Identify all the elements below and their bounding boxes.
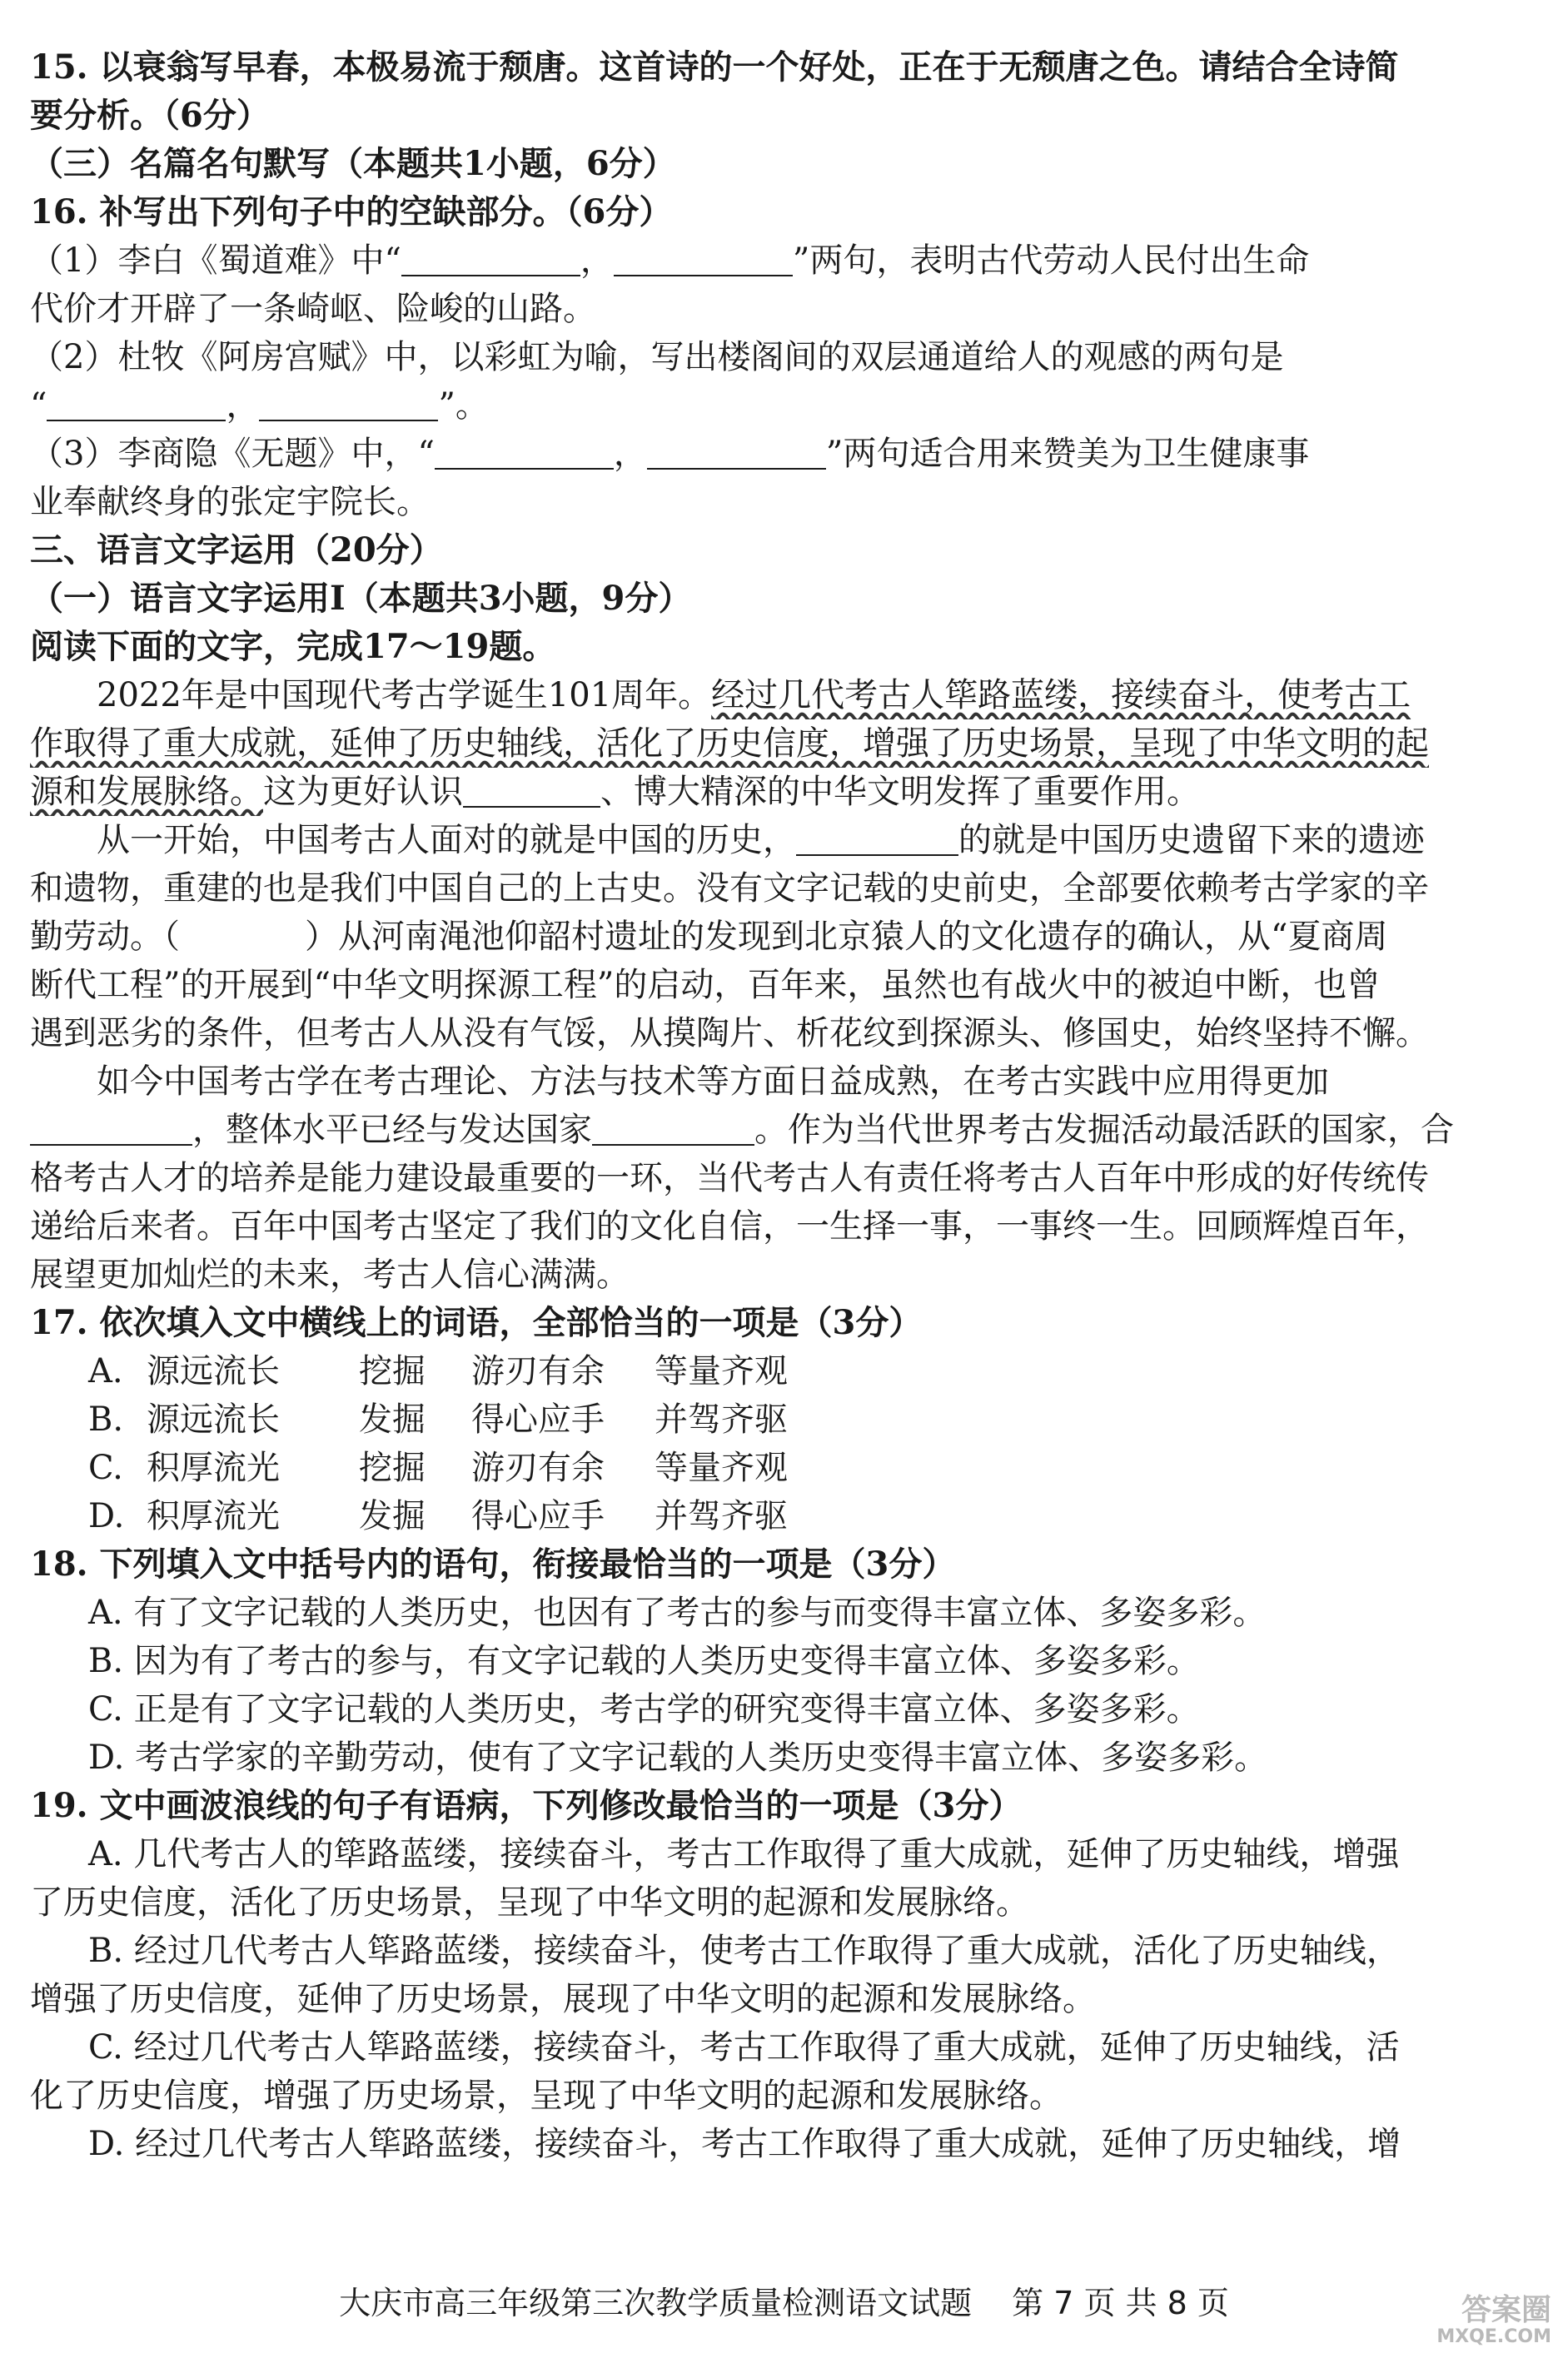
watermark-text: 答案圈 <box>1461 2293 1551 2327</box>
passage-p2-line-5: 遇到恶劣的条件，但考古人从没有气馁，从摸陶片、析花纹到探源头、修国史，始终坚持不懈。 <box>30 1014 1429 1052</box>
q17-option-a-letter: A. <box>88 1352 123 1390</box>
exam-page <box>30 43 1554 2168</box>
wavy-sentence-part-1: 经过几代考古人筚路蓝缕，接续奋斗，使考古工 <box>711 676 1411 714</box>
passage-blank-1[interactable] <box>463 773 600 808</box>
q17-stem: 17. 依次填入文中横线上的词语，全部恰当的一项是（3分） <box>30 1303 923 1342</box>
wavy-sentence-part-3: 源和发展脉络。 <box>30 773 263 811</box>
q16-blank-3a[interactable] <box>435 435 614 470</box>
q17-c-word-1: 积厚流光 <box>147 1449 280 1487</box>
q19-option-d[interactable]: D. 经过几代考古人筚路蓝缕，接续奋斗，考古工作取得了重大成就，延伸了历史轴线，增 <box>88 2125 1401 2163</box>
passage-p3-line-4: 递给后来者。百年中国考古坚定了我们的文化自信，一生择一事，一事终一生。回顾辉煌百年， <box>30 1207 1429 1246</box>
q16-item-1-text-c: ”两句，表明古代劳动人民付出生命 <box>792 241 1310 280</box>
q16-item-3-cont: 业奉献终身的张定宇院长。 <box>30 483 430 521</box>
q18-option-c[interactable]: C. 正是有了文字记载的人类历史，考古学的研究变得丰富立体、多姿多彩。 <box>88 1690 1200 1729</box>
watermark-logo <box>1410 2294 1551 2352</box>
q17-option-d[interactable] <box>30 1492 1554 1540</box>
q17-a-word-1: 源远流长 <box>147 1352 280 1390</box>
q15-line-2: 要分析。（6分） <box>30 96 270 135</box>
q17-c-word-4: 等量齐观 <box>655 1449 788 1487</box>
q16-item-2-text-d: ”。 <box>438 386 489 425</box>
q17-option-b[interactable] <box>30 1395 1554 1444</box>
q16-item-2-cont <box>30 381 1554 430</box>
q17-d-word-2: 发掘 <box>359 1497 426 1535</box>
wavy-sentence-part-2: 作取得了重大成就，延伸了历史轴线，活化了历史信度，增强了历史场景，呈现了中华文明的起 <box>30 724 1429 763</box>
q16-blank-2a[interactable] <box>47 386 226 421</box>
passage-p3-line-2 <box>30 1106 1554 1154</box>
q19-option-a[interactable]: A. 几代考古人的筚路蓝缕，接续奋斗，考古工作取得了重大成就，延伸了历史轴线，增强 <box>88 1835 1400 1873</box>
q16-item-1-text-a: （1）李白《蜀道难》中“ <box>30 241 401 280</box>
reading-instruction: 阅读下面的文字，完成17～19题。 <box>30 627 556 666</box>
q16-blank-1b[interactable] <box>614 241 793 276</box>
q19-option-b[interactable]: B. 经过几代考古人筚路蓝缕，接续奋斗，使考古工作取得了重大成就，活化了历史轴线， <box>88 1932 1400 1970</box>
passage-p2-line-2: 和遗物，重建的也是我们中国自己的上古史。没有文字记载的史前史，全部要依赖考古学家的辛 <box>30 869 1429 908</box>
q16-item-3 <box>30 430 1554 478</box>
q17-option-b-letter: B. <box>88 1400 124 1439</box>
q17-b-word-4: 并驾齐驱 <box>655 1400 788 1439</box>
q16-item-2-text-c: ， <box>226 386 260 425</box>
q17-a-word-4: 等量齐观 <box>655 1352 788 1390</box>
q19-stem: 19. 文中画波浪线的句子有语病，下列修改最恰当的一项是（3分） <box>30 1786 1023 1825</box>
q19-option-c[interactable]: C. 经过几代考古人筚路蓝缕，接续奋斗，考古工作取得了重大成就，延伸了历史轴线，活 <box>88 2028 1400 2067</box>
passage-p3-line-5: 展望更加灿烂的未来，考古人信心满满。 <box>30 1256 630 1294</box>
passage-p2-line-3 <box>30 913 1554 961</box>
q17-b-word-1: 源远流长 <box>147 1400 280 1439</box>
footer-page-number: 第 7 页 共 8 页 <box>1012 2285 1229 2321</box>
passage-p3-text-c: 。作为当代世界考古发掘活动最活跃的国家，合 <box>754 1111 1454 1149</box>
passage-p1-line-1 <box>30 671 1554 719</box>
passage-p2-line-1 <box>30 816 1554 864</box>
q17-b-word-2: 发掘 <box>359 1400 426 1439</box>
q18-stem: 18. 下列填入文中括号内的语句，衔接最恰当的一项是（3分） <box>30 1545 956 1584</box>
q16-blank-1a[interactable] <box>401 241 580 276</box>
q17-d-word-3: 得心应手 <box>471 1497 605 1535</box>
passage-p1-text-b: 这为更好认识 <box>263 773 463 811</box>
q19-option-b-cont: 增强了历史信度，延伸了历史场景，展现了中华文明的起源和发展脉络。 <box>30 1980 1096 2018</box>
q16-stem: 16. 补写出下列句子中的空缺部分。（6分） <box>30 192 673 231</box>
q17-c-word-2: 挖掘 <box>359 1449 426 1487</box>
passage-p2-text-b: 的就是中国历史遗留下来的遗迹 <box>958 821 1425 859</box>
q17-d-word-4: 并驾齐驱 <box>655 1497 788 1535</box>
q19-option-a-cont: 了历史信度，活化了历史场景，呈现了中华文明的起源和发展脉络。 <box>30 1883 1029 1922</box>
section-3-heading: 三、语言文字运用（20分） <box>30 530 443 570</box>
q17-option-c[interactable] <box>30 1444 1554 1492</box>
passage-p2-text-e: ）从河南渑池仰韶村遗址的发现到北京猿人的文化遗存的确认，从“夏商周 <box>305 918 1388 956</box>
q18-option-d[interactable]: D. 考古学家的辛勤劳动，使有了文字记载的人类历史变得丰富立体、多姿多彩。 <box>88 1739 1268 1777</box>
q16-blank-2b[interactable] <box>259 386 438 421</box>
section-famous-lines-heading: （三）名篇名句默写（本题共1小题，6分） <box>30 144 676 183</box>
passage-blank-3[interactable] <box>30 1111 192 1146</box>
passage-p1-text: 2022年是中国现代考古学诞生101周年。 <box>97 676 712 714</box>
footer-exam-title: 大庆市高三年级第三次教学质量检测语文试题 <box>339 2285 973 2321</box>
q16-item-3-text-a: （3）李商隐《无题》中，“ <box>30 435 435 473</box>
q17-a-word-2: 挖掘 <box>359 1352 426 1390</box>
q16-item-3-text-b: ， <box>613 435 647 473</box>
page-footer <box>0 2277 1568 2323</box>
watermark-url: MXQE.COM <box>1436 2326 1551 2347</box>
q15-line-1: 15. 以衰翁写早春，本极易流于颓唐。这首诗的一个好处，正在于无颓唐之色。请结合全诗简 <box>30 47 1399 87</box>
passage-p2-line-4: 断代工程”的开展到“中华文明探源工程”的启动，百年来，虽然也有战火中的被迫中断，也曾 <box>30 966 1381 1004</box>
q16-item-2: （2）杜牧《阿房宫赋》中，以彩虹为喻，写出楼阁间的双层通道给人的观感的两句是 <box>30 338 1284 376</box>
q17-c-word-3: 游刃有余 <box>471 1449 605 1487</box>
q17-option-c-letter: C. <box>88 1449 123 1487</box>
q16-item-2-text-b: “ <box>30 386 47 425</box>
q17-option-a[interactable] <box>30 1347 1554 1395</box>
q17-option-d-letter: D. <box>88 1497 125 1535</box>
q18-option-a[interactable]: A. 有了文字记载的人类历史，也因有了考古的参与而变得丰富立体、多姿多彩。 <box>88 1594 1267 1632</box>
passage-blank-2[interactable] <box>796 821 958 856</box>
passage-p3-line-3: 格考古人才的培养是能力建设最重要的一环，当代考古人有责任将考古人百年中形成的好传统传 <box>30 1159 1429 1197</box>
passage-p1-line-3 <box>30 768 1554 816</box>
passage-p3-line-1: 如今中国考古学在考古理论、方法与技术等方面日益成熟，在考古实践中应用得更加 <box>97 1062 1329 1101</box>
passage-p1-text-c: 、博大精深的中华文明发挥了重要作用。 <box>600 773 1200 811</box>
passage-p2-text-d: 勤劳动。（ <box>30 918 180 956</box>
q17-a-word-3: 游刃有余 <box>471 1352 605 1390</box>
q17-d-word-1: 积厚流光 <box>147 1497 280 1535</box>
q16-item-1-cont: 代价才开辟了一条崎岖、险峻的山路。 <box>30 290 596 328</box>
passage-p2-text-a: 从一开始，中国考古人面对的就是中国的历史， <box>97 821 796 859</box>
q17-b-word-3: 得心应手 <box>471 1400 605 1439</box>
passage-p1-line-2 <box>30 719 1554 768</box>
q18-option-b[interactable]: B. 因为有了考古的参与，有文字记载的人类历史变得丰富立体、多姿多彩。 <box>88 1642 1200 1680</box>
section-3-1-heading: （一）语言文字运用Ⅰ（本题共3小题，9分） <box>30 579 692 618</box>
q16-blank-3b[interactable] <box>647 435 826 470</box>
passage-blank-4[interactable] <box>592 1111 754 1146</box>
passage-p3-text-b: ，整体水平已经与发达国家 <box>192 1111 592 1149</box>
q16-item-1 <box>30 236 1554 285</box>
q16-item-3-text-c: ”两句适合用来赞美为卫生健康事 <box>825 435 1310 473</box>
q16-item-1-text-b: ， <box>580 241 614 280</box>
q19-option-c-cont: 化了历史信度，增强了历史场景，呈现了中华文明的起源和发展脉络。 <box>30 2077 1063 2115</box>
